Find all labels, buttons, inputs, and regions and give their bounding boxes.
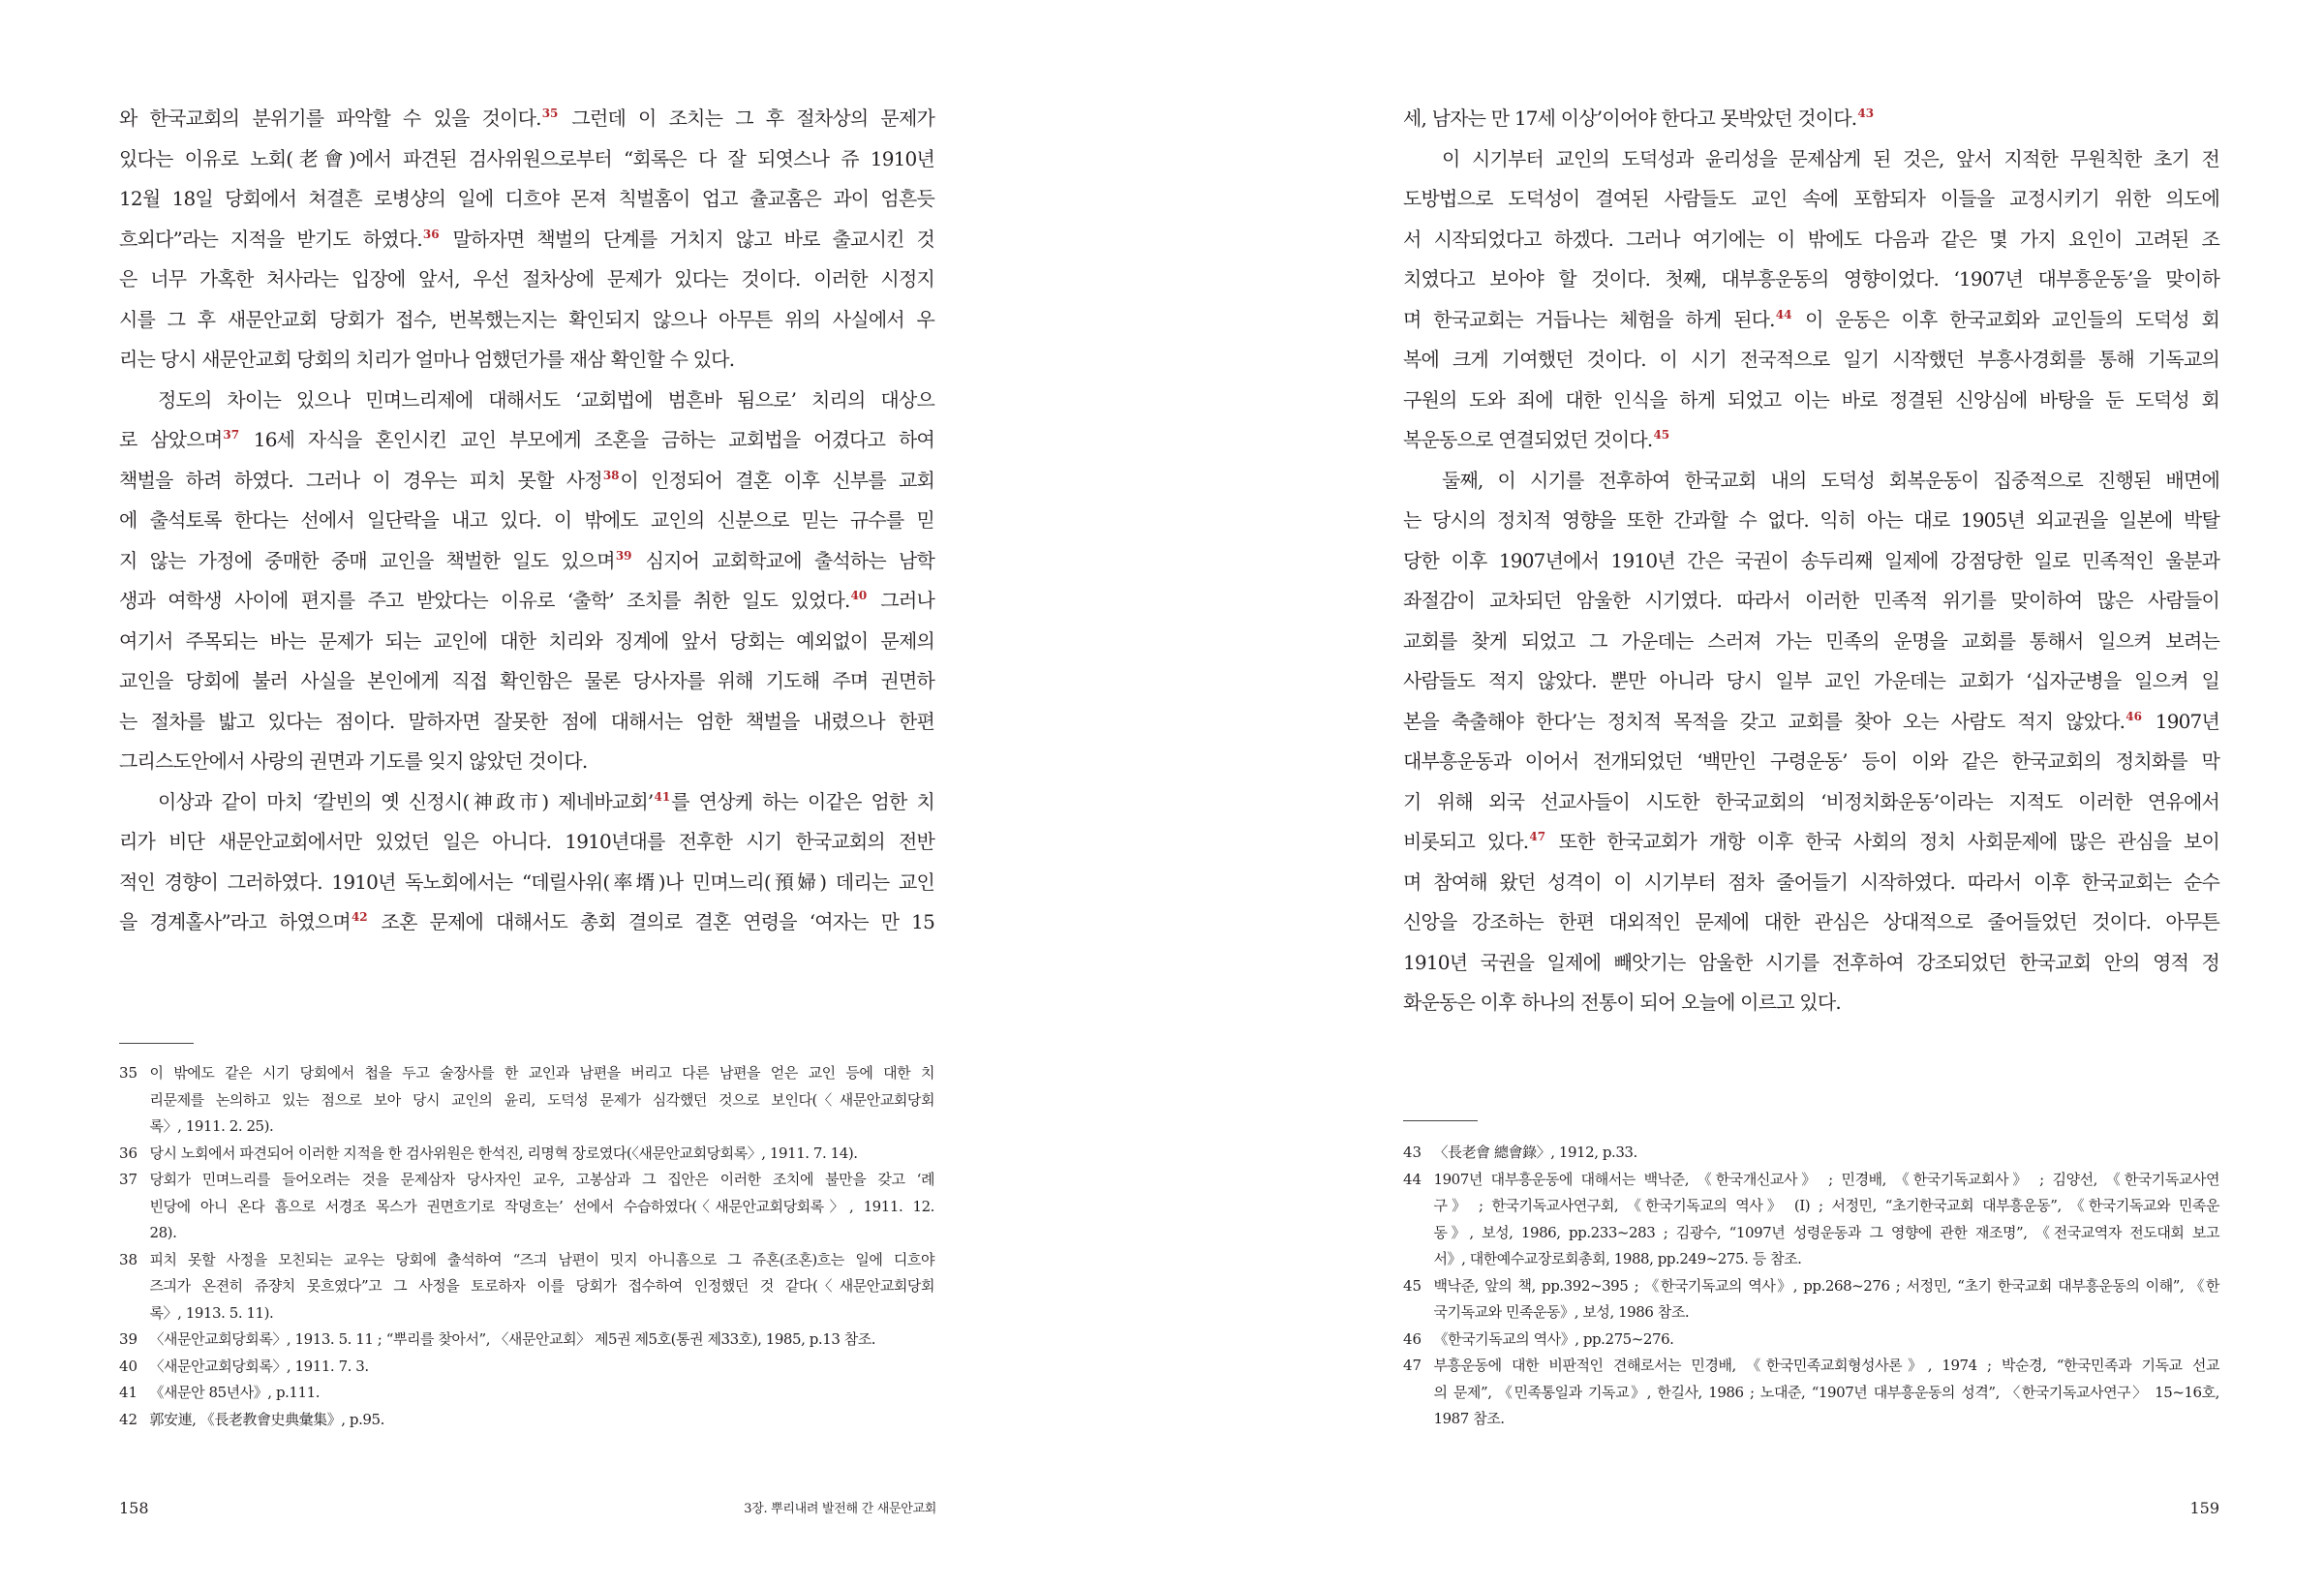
footnote-line: 당시 노회에서 파견되어 이러한 지적을 한 검사위원은 한석진, 리명혁 장로였다(〈새문안교회당회록〉, 1911. 7. 14). (149, 1144, 858, 1162)
footnote-number: 37 (119, 1171, 138, 1188)
footnote-40 (119, 1354, 934, 1381)
text-line (1403, 661, 2219, 702)
text-line (119, 902, 934, 943)
text-run: 교인을 당회에 불러 사실을 본인에게 직접 확인함은 물론 당사자를 위해 기도해 주며 권면하 (119, 669, 934, 692)
text-run: 복에 크게 기여했던 것이다. 이 시기 전국적으로 일기 시작했던 부흥사경회를 통해 기독교의 (1403, 348, 2219, 371)
text-run: 이 운동은 이후 한국교회와 교인들의 도덕성 회 (1792, 307, 2219, 331)
footnote-number: 44 (1403, 1170, 1422, 1188)
text-run: 여기서 주목되는 바는 문제가 되는 교인에 대한 치리와 징계에 앞서 당회는 예외없이 문제의 (119, 628, 934, 653)
text-run: 와 한국교회의 분위기를 파악할 수 있을 것이다. (119, 107, 541, 130)
footnote-line: 1987 참조. (1433, 1410, 1505, 1427)
footnote-text (150, 1060, 935, 1141)
footnote-line: 〈長老會 總會錄〉, 1912, p.33. (1433, 1144, 1637, 1161)
footnote-36 (119, 1141, 934, 1168)
text-run: 책벌을 하려 하였다. 그러나 이 경우는 피치 못할 사정 (119, 468, 602, 492)
footnote-number: 38 (119, 1250, 138, 1268)
footnote-line: 백낙준, 앞의 책, pp.392~395 ; 《한국기독교의 역사》, pp.268~276 ; 서정민, “초기 한국교회 대부흥운동의 이해”, 《한 (1433, 1276, 2219, 1295)
text-run: 좌절감이 교차되던 암울한 시기였다. 따라서 이러한 민족적 위기를 맞이하여 많은 사람들이 (1403, 589, 2219, 612)
text-line (1403, 381, 2219, 421)
text-run: 당한 이후 1907년에서 1910년 간은 국권이 송두리째 일제에 강점당한 일로 민족적인 울분과 (1403, 548, 2219, 572)
footnote-42 (119, 1407, 934, 1434)
text-run: 는 당시의 정치적 영향을 또한 간과할 수 없다. 익히 아는 대로 1905년 외교권을 일본에 박탈 (1403, 508, 2219, 532)
paragraph (119, 99, 934, 381)
text-line (1403, 943, 2219, 984)
footnote-text (150, 1167, 935, 1247)
text-run: 은 너무 가혹한 처사라는 입장에 앞서, 우선 절차상에 문제가 있다는 것이다. 이러한 시정지 (119, 267, 934, 290)
footnote-line: 의 문제”, 《민족통일과 기독교》, 한길사, 1986 ; 노대준, “1907년 대부흥운동의 성격”, 〈한국기독교사연구〉 15~16호, (1433, 1383, 2219, 1401)
footnote-line: 〈새문안교회당회록〉, 1911. 7. 3. (149, 1357, 369, 1375)
text-run: 조혼 문제에 대해서도 총회 결의로 결혼 연령을 ‘여자는 만 15 (368, 910, 934, 933)
footnotes (1403, 1140, 2219, 1433)
footnote-line: 국기독교와 민족운동》, 보성, 1986 참조. (1433, 1303, 1690, 1321)
text-run: 있다는 이유로 노회(老會)에서 파견된 검사위원으로부터 “회록은 다 잘 되엿스나 쥬 1910년 (119, 146, 934, 170)
footnote-line: 28). (149, 1224, 177, 1241)
text-run: 적인 경향이 그러하였다. 1910년 독노회에서는 “데릴사위(率壻)나 민며느리(預婦) 데리는 교인 (119, 870, 934, 894)
footnote-number: 43 (1403, 1144, 1422, 1161)
footnote-line: 구》 ; 한국기독교사연구회, 《한국기독교의 역사》 (I) ; 서정민, “초기한국교회 대부흥운동”, 《한국기독교와 민족운 (1433, 1197, 2219, 1214)
footnote-44 (1403, 1167, 2219, 1273)
text-run: 그러나 (868, 589, 934, 612)
text-line (119, 541, 934, 582)
text-line (1403, 99, 2219, 139)
text-run: 며 참여해 왔던 성격이 이 시기부터 점차 줄어들기 시작하였다. 따라서 이후 한국교회는 순수 (1403, 870, 2219, 894)
footnote-rule (1403, 1120, 1478, 1121)
text-line (1403, 259, 2219, 300)
text-run: 치였다고 보아야 할 것이다. 첫째, 대부흥운동의 영향이었다. ‘1907년 대부흥운동’을 맞이하 (1403, 267, 2219, 290)
text-line (119, 461, 934, 502)
right-page (1162, 0, 2324, 1587)
text-line (119, 702, 934, 743)
footnote-ref-44: 44 (1775, 307, 1792, 321)
text-run: 교회를 찾게 되었고 그 가운데는 스러져 가는 민족의 운명을 교회를 통해서 일으켜 보려는 (1403, 628, 2219, 653)
body-text (1403, 99, 2219, 1023)
text-run: 대부흥운동과 이어서 전개되었던 ‘백만인 구령운동’ 등이 이와 같은 한국교회의 정치화를 막 (1403, 749, 2219, 773)
text-run: 기 위해 외국 선교사들이 시도한 한국교회의 ‘비정치화운동’이라는 지적도 이러한 연유에서 (1403, 789, 2219, 813)
footnote-number: 35 (119, 1064, 138, 1082)
text-line (119, 742, 934, 782)
text-line (119, 501, 934, 541)
text-line (1403, 139, 2219, 180)
text-line (119, 179, 934, 220)
footnote-number: 36 (119, 1144, 138, 1162)
text-run: 비롯되고 있다. (1403, 830, 1529, 853)
footnote-text (150, 1141, 935, 1168)
footnote-text (1434, 1273, 2220, 1327)
paragraph (119, 381, 934, 782)
text-run: 또한 한국교회가 개항 이후 한국 사회의 정치 사회문제에 많은 관심을 보이 (1546, 830, 2219, 853)
footnote-line: 당회가 민며느리를 들어오려는 것을 문제삼자 당사자인 교우, 고봉삼과 그 집안은 이러한 조치에 불만을 갖고 ‘례 (149, 1171, 934, 1188)
footnote-line: 郭安連, 《長老教會史典彙集》, p.95. (149, 1410, 384, 1428)
text-line (119, 300, 934, 341)
text-run: 지 않는 가정에 중매한 중매 교인을 책벌한 일도 있으며 (119, 548, 615, 572)
text-run: 생과 여학생 사이에 편지를 주고 받았다는 이유로 ‘출학’ 조치를 취한 일도 있었다. (119, 589, 850, 612)
text-run: 서 시작되었다고 하겠다. 그러나 여기에는 이 밖에도 다음과 같은 몇 가지 요인이 고려된 조 (1403, 227, 2219, 251)
footnote-45 (1403, 1273, 2219, 1327)
text-line (119, 822, 934, 863)
footnote-line: 록〉, 1911. 2. 25). (149, 1117, 274, 1135)
footnote-rule (119, 1043, 194, 1044)
footnote-line: 이 밖에도 같은 시기 당회에서 첩을 두고 술장사를 한 교인과 남편을 버리고 다른 남편을 얻은 교인 등에 대한 치 (149, 1064, 934, 1082)
footnote-line: 부흥운동에 대한 비판적인 견해로서는 민경배, 《한국민족교회형성사론》, 1974 ; 박순경, “한국민족과 기독교 선교 (1433, 1357, 2219, 1374)
paragraph (1403, 139, 2219, 461)
footnotes (119, 1060, 934, 1433)
text-line (119, 782, 934, 823)
footnote-text (150, 1247, 935, 1328)
footnote-37 (119, 1167, 934, 1247)
text-line (119, 139, 934, 180)
footnote-ref-43: 43 (1857, 107, 1875, 120)
text-line (119, 622, 934, 662)
text-run: 사람들도 적지 않았다. 뿐만 아니라 당시 일부 교인 가운데는 교회가 ‘십자군병을 일으켜 일 (1403, 669, 2219, 692)
text-line (119, 259, 934, 300)
footnote-number: 46 (1403, 1329, 1422, 1348)
footnote-43 (1403, 1140, 2219, 1167)
footnote-35 (119, 1060, 934, 1141)
footnote-text (1434, 1327, 2220, 1354)
text-line (1403, 461, 2219, 502)
footnote-38 (119, 1247, 934, 1328)
text-run: 1910년 국권을 일제에 빼앗기는 암울한 시기를 전후하여 강조되었던 한국교회 안의 영적 정 (1403, 950, 2219, 974)
text-line (119, 581, 934, 622)
footnote-text (1434, 1140, 2220, 1167)
footnote-line: 《새문안 85년사》, p.111. (149, 1384, 321, 1401)
footnote-47 (1403, 1353, 2219, 1433)
text-run: 를 연상케 하는 이같은 엄한 치 (671, 789, 935, 813)
footnote-ref-36: 36 (422, 227, 440, 241)
paragraph (1403, 99, 2219, 139)
text-run: 정도의 차이는 있으나 민며느리제에 대해서도 ‘교회법에 범흔바 됨으로’ 치리의 대상으 (158, 387, 934, 412)
paragraph (1403, 461, 2219, 1023)
text-run: 며 한국교회는 거듭나는 체험을 하게 된다. (1403, 307, 1775, 331)
text-run: 1907년 (2142, 709, 2219, 733)
text-line (1403, 300, 2219, 341)
page-number: 158 (119, 1499, 149, 1517)
footnote-line: 리문제를 논의하고 있는 점으로 보아 당시 교인의 윤리, 도덕성 문제가 심각했던 것으로 보인다(〈새문안교회당회 (149, 1090, 934, 1109)
text-line (1403, 179, 2219, 220)
footnote-ref-41: 41 (654, 789, 671, 804)
text-run: 을 경계홀사”라고 하였으며 (119, 910, 351, 933)
footnote-46 (1403, 1327, 2219, 1354)
footnote-line: 《한국기독교의 역사》, pp.275~276. (1433, 1329, 1674, 1348)
text-run: 말하자면 책벌의 단계를 거치지 않고 바로 출교시킨 것 (440, 227, 935, 251)
text-run: 로 삼았으며 (119, 428, 223, 451)
text-line (1403, 622, 2219, 662)
text-line (119, 220, 934, 260)
text-run: 12월 18일 당회에서 쳐결흔 로병샹의 일에 디흐야 몬져 칙벌홈이 업고 츌교홈은 과이 엄흔듯 (119, 187, 934, 210)
footnote-line: 서》, 대한예수교장로회총회, 1988, pp.249~275. 등 참조. (1433, 1250, 1802, 1267)
footnote-number: 42 (119, 1410, 138, 1428)
text-run: 이상과 같이 마치 ‘칼빈의 옛 신정시(神政市) 제네바교회’ (158, 789, 654, 813)
footnote-41 (119, 1380, 934, 1407)
footnote-text (150, 1327, 935, 1354)
text-line (1403, 822, 2219, 863)
text-run: 그런데 이 조치는 그 후 절차상의 문제가 (559, 107, 934, 130)
footnote-line: 즈긔가 온젼히 쥬쟝치 못흐였다”고 그 사정을 토로하자 이를 당회가 접수하여 인정했던 것 같다(〈새문안교회당회 (149, 1277, 934, 1295)
page-number: 159 (2189, 1499, 2219, 1517)
body-text (119, 99, 934, 943)
footnote-ref-47: 47 (1529, 830, 1546, 843)
text-run: 흐외다”라는 지적을 받기도 하였다. (119, 227, 422, 251)
text-run: 도방법으로 도덕성이 결여된 사람들도 교인 속에 포함되자 이들을 교정시키기 위한 의도에 (1403, 187, 2219, 210)
text-line (1403, 581, 2219, 622)
footnote-line: 빈당에 아니 온다 흠으로 서경조 목스가 권면흐기로 작뎡흐는’ 선에서 수습하였다(〈새문안교회당회록〉, 1911. 12. (149, 1197, 934, 1215)
text-run: 본을 축출해야 한다’는 정치적 목적을 갖고 교회를 찾아 오는 사람도 적지 않았다. (1403, 709, 2125, 733)
text-run: 16세 자식을 혼인시킨 교인 부모에게 조혼을 금하는 교회법을 어겼다고 하여 (240, 428, 934, 451)
text-line (119, 863, 934, 903)
footnote-ref-38: 38 (602, 468, 620, 482)
text-line (1403, 902, 2219, 943)
text-run: 시를 그 후 새문안교회 당회가 접수, 번복했는지는 확인되지 않으나 아무튼 위의 사실에서 우 (119, 307, 934, 331)
footnote-ref-45: 45 (1653, 428, 1670, 442)
footnote-ref-37: 37 (223, 428, 240, 442)
footnote-text (150, 1380, 935, 1407)
footnote-39 (119, 1327, 934, 1354)
footnote-ref-39: 39 (615, 548, 632, 563)
footnote-number: 41 (119, 1384, 138, 1401)
text-run: 그리스도안에서 사랑의 권면과 기도를 잊지 않았던 것이다. (119, 749, 588, 773)
text-line (1403, 340, 2219, 381)
text-line (119, 661, 934, 702)
footnote-ref-46: 46 (2125, 709, 2142, 723)
text-run: 복운동으로 연결되었던 것이다. (1403, 428, 1653, 451)
footnote-line: 록〉, 1913. 5. 11). (149, 1303, 274, 1322)
footnote-text (1434, 1167, 2220, 1273)
footnote-ref-40: 40 (850, 589, 868, 602)
footnote-number: 39 (119, 1330, 138, 1348)
footnote-line: 동》, 보성, 1986, pp.233~283 ; 김광수, “1097년 성령운동과 그 영향에 관한 재조명”, 《전국교역자 전도대회 보고 (1433, 1223, 2219, 1241)
text-line (119, 381, 934, 421)
footnote-text (1434, 1353, 2220, 1433)
footnote-text (150, 1407, 935, 1434)
footnote-line: 〈새문안교회당회록〉, 1913. 5. 11 ; “뿌리를 찾아서”, 〈새문안교회〉 제5권 제5호(통권 제33호), 1985, p.13 참조. (149, 1330, 876, 1348)
text-line (1403, 782, 2219, 823)
footnote-line: 피치 못할 사정을 모친되는 교우는 당회에 출석하여 “즈긔 남편이 밋지 아니흠으로 그 쥬혼(조혼)흐는 일에 디흐야 (149, 1250, 934, 1268)
footnote-text (150, 1354, 935, 1381)
text-line (1403, 420, 2219, 461)
paragraph (119, 782, 934, 943)
text-run: 화운동은 이후 하나의 전통이 되어 오늘에 이르고 있다. (1403, 991, 1841, 1014)
text-run: 세, 남자는 만 17세 이상’이어야 한다고 못박았던 것이다. (1403, 107, 1857, 130)
footnote-ref-35: 35 (541, 107, 559, 120)
running-head: 3장. 뿌리내려 발전해 간 새문안교회 (744, 1502, 936, 1516)
text-run: 둘째, 이 시기를 전후하여 한국교회 내의 도덕성 회복운동이 집중적으로 진행된 배면에 (1442, 468, 2219, 492)
text-run: 리는 당시 새문안교회 당회의 치리가 얼마나 엄했던가를 재삼 확인할 수 있다. (119, 348, 735, 371)
text-line (119, 340, 934, 381)
text-run: 에 출석토록 한다는 선에서 일단락을 내고 있다. 이 밖에도 교인의 신분으로 믿는 규수를 믿 (119, 508, 934, 532)
text-run: 신앙을 강조하는 한편 대외적인 문제에 대한 관심은 상대적으로 줄어들었던 것이다. 아무튼 (1403, 910, 2219, 933)
text-line (1403, 541, 2219, 582)
text-line (119, 420, 934, 461)
text-run: 이 인정되어 결혼 이후 신부를 교회 (620, 468, 934, 492)
text-line (1403, 702, 2219, 743)
text-line (1403, 983, 2219, 1023)
footnote-number: 45 (1403, 1276, 1422, 1295)
text-line (1403, 501, 2219, 541)
text-line (119, 99, 934, 139)
footnote-line: 1907년 대부흥운동에 대해서는 백낙준, 《한국개신교사》 ; 민경배, 《한국기독교회사》 ; 김양선, 《한국기독교사연 (1433, 1170, 2219, 1188)
text-line (1403, 863, 2219, 903)
footnote-number: 40 (119, 1357, 138, 1375)
text-run: 심지어 교회학교에 출석하는 남학 (632, 548, 934, 572)
text-line (1403, 742, 2219, 782)
footnote-number: 47 (1403, 1357, 1422, 1374)
text-run: 이 시기부터 교인의 도덕성과 윤리성을 문제삼게 된 것은, 앞서 지적한 무원칙한 초기 전 (1442, 146, 2219, 170)
footnote-ref-42: 42 (351, 910, 368, 924)
text-line (1403, 220, 2219, 260)
text-run: 는 절차를 밟고 있다는 점이다. 말하자면 잘못한 점에 대해서는 엄한 책벌을 내렸으나 한편 (119, 709, 934, 733)
text-run: 리가 비단 새문안교회에서만 있었던 일은 아니다. 1910년대를 전후한 시기 한국교회의 전반 (119, 830, 934, 853)
text-run: 구원의 도와 죄에 대한 인식을 하게 되었고 이는 바로 정결된 신앙심에 바탕을 둔 도덕성 회 (1403, 387, 2219, 412)
